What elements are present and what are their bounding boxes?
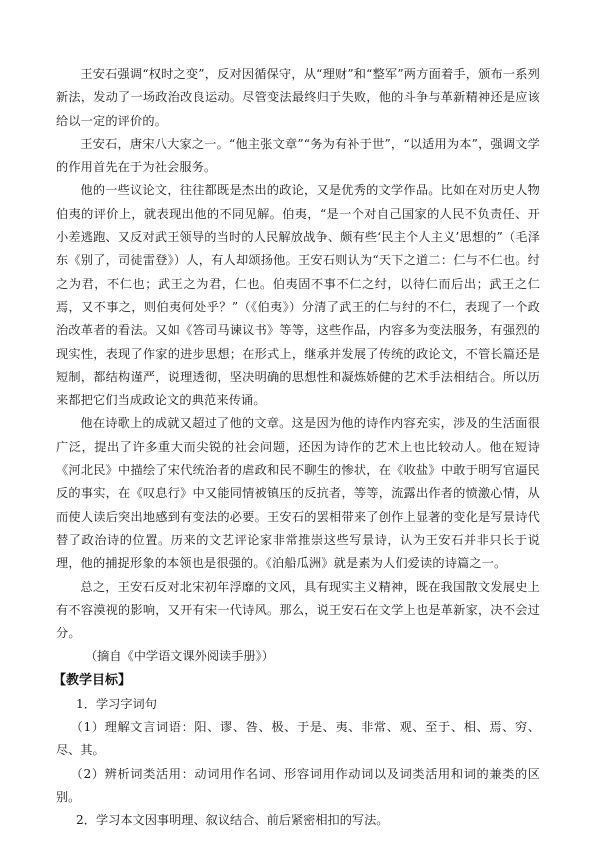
goal-item-1-sub-1: （1）理解文言词语：阳、谬、咎、极、于是、夷、非常、观、至于、相、焉、穷、尽、其。 bbox=[56, 720, 540, 758]
paragraph-4: 他在诗歌上的成就又超过了他的文章。这是因为他的诗作内容充实，涉及的生活面很广泛，提出了许多重大而尖锐的社会问题，还因为诗作的艺术上也比较动人。他在短诗《河北民》中描绘了宋代统治者的虐政和民不聊生的惨状，在《收盐》中敢于明写官逼民反的事实，在《叹息行》中又能同情被镇压的反抗者，等等，流露出作者的愤激心情，从而使人读后突出地感到有变法的必要。王安石的罢相带来了创作上显著的变化是写景诗代替了政治诗的位置。历来的文艺评论家非常推崇这些写景诗，认为王安石并非只长于说理，他的捕捉形象的本领也是很强的。《泊船瓜洲》就是素为人们爱读的诗篇之一。 bbox=[56, 416, 540, 571]
paragraph-5: 总之，王安石反对北宋初年浮靡的文风，具有现实主义精神，既在我国散文发展史上有不容漠视的影响，又开有宋一代诗风。那么，说王安石在文学上也是革新家，决不会过分。 bbox=[56, 579, 540, 641]
source-note: （摘自《中学语文课外阅读手册》） bbox=[85, 649, 274, 664]
paragraph-2: 王安石，唐宋八大家之一。“他主张文章”“务为有补于世”，“以适用为本”，强调文学的作用首先在于为社会服务。 bbox=[56, 136, 540, 175]
goal-item-1-sub-2: （2）辨析词类活用：动词用作名词、形容词用作动词以及词类活用和词的兼类的区别。 bbox=[56, 766, 540, 804]
paragraph-1: 王安石强调“权时之变”，反对因循保守，从“理财”和“整军”两方面着手，颁布一系列新法，发动了一场政治改良运动。尽管变法最终归于失败，他的斗争与革新精神还是应该给以一定的评价的。 bbox=[56, 67, 540, 128]
paragraph-3: 他的一些议论文，往往都既是杰出的政论，又是优秀的文学作品。比如在对历史人物伯夷的评价上，就表现出他的不同见解。伯夷，“是一个对自己国家的人民不负责任、开小差逃跑、又反对武王领导的当时的人民解放战争、颇有些‘民主个人主义’思想的”（毛泽东《别了，司徒雷登》）人，有人却颂扬他。王安石则认为“天下之道二：仁与不仁也。纣之为君，不仁也；武王之为君，仁也。伯夷固不事不仁之纣，以待仁而后出；武王之仁焉，又不事之，则伯夷何处乎？”（《伯夷》）分清了武王的仁与纣的不仁，表现了一个政治改革者的看法。又如《答司马谏议书》等等，这些作品，内容多为变法服务，有强烈的现实性，表现了作家的进步思想；在形式上，继承并发展了传统的政论文，不管长篇还是短制，都结构谨严，说理透彻，坚决明确的思想性和凝炼娇健的艺术手法相结合。所以历来都把它们当成政论文的典范来传诵。 bbox=[56, 183, 540, 408]
goal-item-1: 1．学习字词句 bbox=[76, 696, 157, 711]
section-heading: 【教学目标】 bbox=[53, 672, 132, 688]
article-body bbox=[53, 63, 540, 833]
goal-item-2: 2．学习本文因事明理、叙议结合、前后紧密相扣的写法。 bbox=[76, 813, 389, 828]
